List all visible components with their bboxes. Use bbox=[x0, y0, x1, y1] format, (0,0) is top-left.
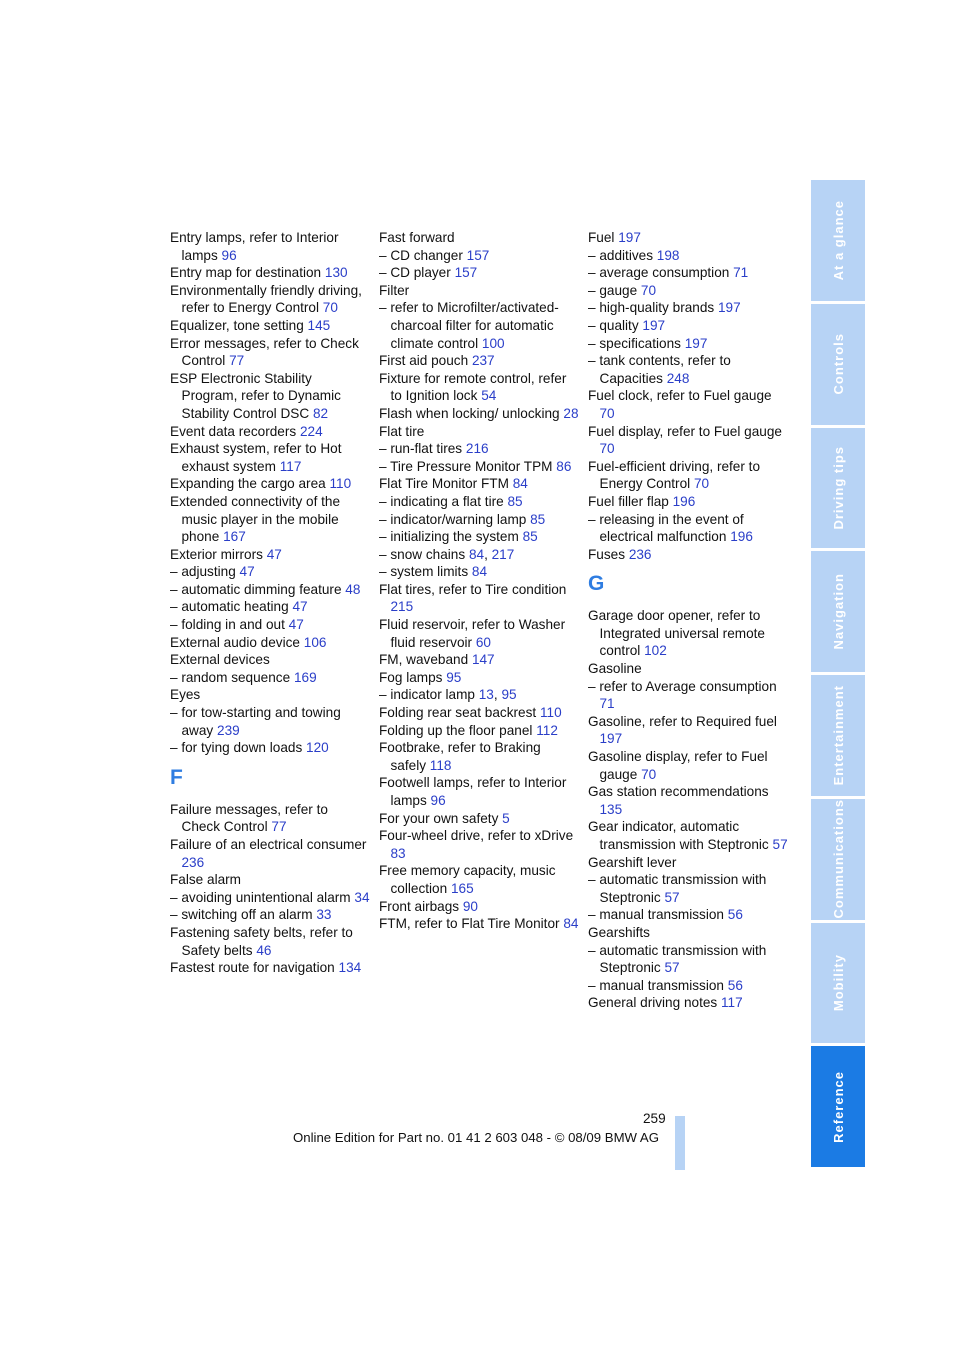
index-entry bbox=[379, 370, 579, 405]
index-entry bbox=[588, 317, 788, 335]
page-link[interactable]: 54 bbox=[481, 388, 497, 404]
entry-term: Extended connectivity of the music player in the mobile phone bbox=[170, 493, 341, 545]
page-link[interactable]: 248 bbox=[666, 370, 690, 386]
entry-term: General driving notes bbox=[588, 995, 718, 1011]
page-link[interactable]: 216 bbox=[465, 441, 489, 457]
page-link[interactable]: 197 bbox=[642, 317, 666, 333]
index-entry bbox=[170, 616, 370, 634]
page-link[interactable]: 167 bbox=[223, 529, 246, 545]
entry-term: – folding in and out bbox=[170, 617, 285, 633]
page-link[interactable]: 83 bbox=[390, 845, 406, 861]
index-entry bbox=[379, 528, 579, 546]
index-entry bbox=[588, 818, 788, 853]
index-entry bbox=[170, 563, 370, 581]
index-entry bbox=[588, 352, 788, 387]
index-entry bbox=[379, 581, 579, 616]
page-link[interactable]: 5 bbox=[502, 810, 510, 826]
page-link[interactable]: 86 bbox=[556, 458, 572, 474]
index-entry: – snow chains 84, 217 bbox=[379, 546, 515, 562]
entry-term: Flash when locking/ unlocking bbox=[379, 405, 560, 421]
entry-term: – indicator lamp bbox=[379, 687, 475, 703]
entry-term: Flat tires, refer to Tire condition bbox=[379, 581, 567, 597]
index-entry bbox=[379, 915, 579, 933]
entry-term: – automatic heating bbox=[170, 599, 289, 615]
section-tab[interactable] bbox=[811, 180, 865, 301]
index-entry bbox=[170, 475, 370, 493]
index-entry bbox=[588, 924, 788, 942]
entry-term: Flat tire bbox=[379, 423, 425, 439]
index-entry bbox=[588, 871, 788, 906]
entry-term: Fastening safety belts, refer to Safety belts bbox=[170, 924, 353, 958]
page-link[interactable]: 71 bbox=[599, 696, 615, 712]
page-link[interactable]: 100 bbox=[481, 335, 505, 351]
index-entry bbox=[170, 493, 370, 546]
page-link[interactable]: 147 bbox=[471, 652, 495, 668]
section-tab-label: Reference bbox=[830, 1070, 846, 1143]
index-entry bbox=[379, 458, 579, 476]
section-tab-label: Entertainment bbox=[830, 685, 846, 786]
page-link[interactable]: 34 bbox=[354, 889, 370, 905]
index-entry bbox=[379, 739, 579, 774]
index-column-2 bbox=[379, 229, 579, 933]
page-link[interactable]: 46 bbox=[256, 942, 272, 958]
entry-term: Entry map for destination bbox=[170, 265, 322, 281]
entry-term: – run-flat tires bbox=[379, 441, 463, 457]
entry-term: Garage door opener, refer to Integrated universal remote control bbox=[588, 608, 765, 659]
page-link[interactable]: 84 bbox=[563, 916, 579, 932]
index-entry bbox=[588, 546, 788, 564]
index-column-3 bbox=[588, 229, 788, 1012]
index-entry bbox=[170, 906, 370, 924]
section-tab-label: Driving tips bbox=[830, 446, 846, 530]
page-link[interactable]: 197 bbox=[684, 335, 708, 351]
section-tab-label: Mobility bbox=[830, 954, 846, 1012]
index-entry bbox=[379, 282, 579, 300]
page-link[interactable]: 85 bbox=[507, 493, 523, 509]
section-tab[interactable] bbox=[811, 304, 865, 425]
index-entry bbox=[379, 352, 579, 370]
entry-term: Exterior mirrors bbox=[170, 546, 263, 562]
entry-term: – initializing the system bbox=[379, 529, 519, 545]
page-link[interactable]: 77 bbox=[229, 353, 245, 369]
page-link[interactable]: 134 bbox=[338, 960, 362, 976]
index-entry bbox=[379, 704, 579, 722]
entry-term: Fluid reservoir, refer to Washer fluid reservoir bbox=[379, 617, 566, 650]
page-link[interactable]: 47 bbox=[266, 546, 282, 562]
footer-bar bbox=[675, 1116, 685, 1170]
entry-term: – system limits bbox=[379, 564, 469, 580]
page-link[interactable]: 85 bbox=[522, 529, 538, 545]
index-entry bbox=[170, 335, 370, 370]
page-link[interactable]: 84 bbox=[471, 564, 488, 580]
index-entry bbox=[588, 387, 788, 422]
page-link[interactable]: 117 bbox=[721, 995, 743, 1011]
entry-term: – Tire Pressure Monitor TPM bbox=[379, 458, 553, 474]
index-entry bbox=[170, 546, 370, 564]
entry-term: First aid pouch bbox=[379, 353, 469, 369]
index-entry bbox=[170, 836, 370, 871]
entry-term: – indicator/warning lamp bbox=[379, 511, 527, 527]
entry-term: – snow chains bbox=[379, 546, 466, 562]
index-entry bbox=[170, 669, 370, 687]
section-tab-label: At a glance bbox=[830, 200, 846, 281]
index-entry bbox=[588, 229, 788, 247]
index-entry bbox=[170, 739, 370, 757]
index-entry bbox=[170, 634, 370, 652]
entry-term: Footbrake, refer to Braking safely bbox=[379, 740, 541, 773]
page-link[interactable]: 165 bbox=[450, 880, 474, 896]
index-letter-heading: F bbox=[170, 765, 183, 789]
page-link[interactable]: 118 bbox=[429, 757, 452, 773]
page-link[interactable]: 95 bbox=[446, 669, 462, 685]
section-tabs bbox=[811, 180, 865, 1167]
page-link[interactable]: 95 bbox=[501, 687, 517, 703]
entry-term: Four-wheel drive, refer to xDrive bbox=[379, 828, 574, 844]
index-entry bbox=[379, 669, 579, 687]
index-entry bbox=[170, 317, 370, 335]
index-entry bbox=[588, 783, 788, 818]
entry-term: Eyes bbox=[170, 687, 201, 703]
index-entry bbox=[588, 335, 788, 353]
page-link[interactable]: 28 bbox=[563, 405, 579, 421]
index-entry bbox=[170, 686, 370, 704]
page-link[interactable]: 102 bbox=[644, 643, 667, 659]
entry-term: False alarm bbox=[170, 872, 242, 888]
page-link[interactable]: 169 bbox=[293, 669, 317, 685]
page-link[interactable]: 224 bbox=[299, 423, 323, 439]
entry-term: – avoiding unintentional alarm bbox=[170, 889, 351, 905]
index-entry bbox=[588, 423, 788, 458]
index-entry bbox=[588, 458, 788, 493]
entry-term: Exhaust system, refer to Hot exhaust system bbox=[170, 441, 342, 474]
index-entry bbox=[170, 370, 370, 423]
page-link[interactable]: 196 bbox=[672, 493, 696, 509]
page-link[interactable]: 197 bbox=[717, 300, 741, 316]
page-link[interactable]: 90 bbox=[462, 898, 478, 914]
index-entry bbox=[588, 607, 788, 660]
page-link[interactable]: 198 bbox=[656, 247, 680, 263]
page-link[interactable]: 47 bbox=[288, 617, 304, 633]
entry-term: – releasing in the event of electrical malfunction bbox=[588, 511, 744, 545]
entry-term: – switching off an alarm bbox=[170, 907, 313, 923]
page-link[interactable]: 117 bbox=[279, 458, 302, 474]
entry-term: Entry lamps, refer to Interior lamps bbox=[170, 230, 339, 263]
page-link[interactable]: 215 bbox=[390, 599, 414, 615]
entry-term: Gearshifts bbox=[588, 924, 650, 940]
page-link[interactable]: 60 bbox=[475, 634, 491, 650]
entry-term: – average consumption bbox=[588, 265, 730, 281]
page-link[interactable]: 70 bbox=[599, 405, 615, 421]
page-link[interactable]: 106 bbox=[303, 634, 327, 650]
entry-term: – adjusting bbox=[170, 564, 236, 580]
entry-term: – automatic dimming feature bbox=[170, 581, 342, 597]
index-entry bbox=[379, 827, 579, 862]
page-link[interactable]: 71 bbox=[733, 265, 749, 281]
page-link[interactable]: 33 bbox=[316, 907, 332, 923]
index-entry bbox=[588, 264, 788, 282]
entry-term: Free memory capacity, music collection bbox=[379, 863, 556, 896]
entry-term: Gasoline display, refer to Fuel gauge bbox=[588, 749, 768, 782]
index-entry bbox=[588, 942, 788, 977]
page-link[interactable]: 110 bbox=[329, 476, 352, 492]
entry-term: Footwell lamps, refer to Interior lamps bbox=[379, 775, 567, 808]
index-entry bbox=[170, 282, 370, 317]
entry-term: Gasoline bbox=[588, 661, 642, 677]
page-link[interactable]: 84 bbox=[468, 546, 485, 562]
entry-term: – random sequence bbox=[170, 669, 291, 685]
index-entry bbox=[588, 493, 788, 511]
entry-term: – refer to Average consumption bbox=[588, 678, 777, 694]
entry-term: Folding rear seat backrest bbox=[379, 705, 537, 721]
page-link[interactable]: 84 bbox=[512, 476, 528, 492]
entry-term: FTM, refer to Flat Tire Monitor bbox=[379, 916, 560, 932]
page-number: 259 bbox=[643, 1111, 666, 1126]
index-entry bbox=[170, 423, 370, 441]
entry-term: – manual transmission bbox=[588, 907, 724, 923]
page-link[interactable]: 96 bbox=[430, 793, 446, 808]
page-link[interactable]: 157 bbox=[454, 265, 478, 281]
page-link[interactable]: 56 bbox=[727, 977, 743, 993]
index-entry bbox=[379, 616, 579, 651]
index-entry bbox=[170, 704, 370, 739]
index-entry bbox=[588, 299, 788, 317]
page-link[interactable]: 236 bbox=[181, 854, 205, 870]
index-column-1 bbox=[170, 229, 370, 977]
page-link[interactable]: 217 bbox=[491, 546, 515, 562]
entry-term: Folding up the floor panel bbox=[379, 722, 533, 738]
entry-term: ESP Electronic Stability Program, refer to Dynamic Stability Control DSC bbox=[170, 370, 341, 421]
entry-term: FM, waveband bbox=[379, 652, 469, 668]
page-link[interactable]: 57 bbox=[664, 960, 680, 976]
section-tab[interactable] bbox=[811, 428, 865, 549]
index-entry bbox=[588, 977, 788, 995]
entry-term: – for tying down loads bbox=[170, 740, 303, 756]
entry-term: Error messages, refer to Check Control bbox=[170, 335, 359, 369]
index-entry bbox=[379, 440, 579, 458]
entry-term: Gasoline, refer to Required fuel bbox=[588, 713, 777, 729]
index-entry bbox=[379, 774, 579, 809]
page-link[interactable]: 57 bbox=[772, 837, 788, 852]
index-entry bbox=[379, 722, 579, 740]
page-link[interactable]: 145 bbox=[307, 317, 331, 333]
index-entry bbox=[588, 660, 788, 678]
page-link[interactable]: 197 bbox=[618, 230, 641, 245]
entry-term: Flat Tire Monitor FTM bbox=[379, 476, 509, 492]
entry-term: Fuel clock, refer to Fuel gauge bbox=[588, 388, 772, 404]
index-entry bbox=[170, 959, 370, 977]
entry-term: – specifications bbox=[588, 335, 681, 351]
index-entry bbox=[588, 906, 788, 924]
page-link[interactable]: 47 bbox=[239, 564, 255, 580]
section-tab[interactable] bbox=[811, 675, 865, 796]
index-entry bbox=[170, 801, 370, 836]
entry-term: Failure messages, refer to Check Control bbox=[170, 801, 328, 835]
index-entry bbox=[588, 854, 788, 872]
page-link[interactable]: 56 bbox=[727, 907, 743, 923]
index-entry bbox=[588, 994, 788, 1012]
page-link[interactable]: 120 bbox=[306, 740, 329, 756]
page-link[interactable]: 130 bbox=[324, 265, 348, 281]
page-link[interactable]: 82 bbox=[312, 405, 329, 421]
entry-term: Filter bbox=[379, 282, 410, 298]
entry-term: – automatic transmission with Steptronic bbox=[588, 942, 767, 976]
index-entry bbox=[379, 493, 579, 511]
entry-term: Fuel-efficient driving, refer to Energy Control bbox=[588, 458, 761, 492]
page-link[interactable]: 70 bbox=[322, 300, 338, 316]
page-link[interactable]: 70 bbox=[641, 766, 657, 782]
index-entry bbox=[379, 475, 579, 493]
index-entry bbox=[379, 810, 579, 828]
entry-term: Fuel display, refer to Fuel gauge bbox=[588, 423, 782, 439]
page-link[interactable]: 70 bbox=[693, 476, 710, 492]
entry-term: External audio device bbox=[170, 634, 300, 650]
page-link[interactable]: 239 bbox=[217, 722, 240, 738]
page-link[interactable]: 96 bbox=[221, 247, 237, 263]
entry-term: Fuses bbox=[588, 546, 626, 562]
page-link[interactable]: 13 bbox=[478, 687, 494, 703]
entry-term: – additives bbox=[588, 247, 653, 263]
entry-term: – manual transmission bbox=[588, 977, 724, 993]
entry-term: – tank contents, refer to Capacities bbox=[588, 353, 731, 386]
section-tab-label: Communications bbox=[830, 799, 846, 919]
index-entry bbox=[588, 282, 788, 300]
index-entry bbox=[170, 924, 370, 959]
page-link[interactable]: 237 bbox=[471, 353, 495, 369]
index-entry bbox=[170, 581, 370, 599]
index-entry bbox=[170, 871, 370, 889]
section-tab-label: Controls bbox=[830, 333, 846, 395]
entry-term: Fastest route for navigation bbox=[170, 960, 335, 976]
entry-term: Fuel filler flap bbox=[588, 493, 669, 509]
entry-term: – indicating a flat tire bbox=[379, 493, 504, 509]
entry-term: – refer to Microfilter/activated-charcoal filter for automatic climate control bbox=[379, 300, 559, 351]
index-entry bbox=[170, 264, 370, 282]
entry-term: External devices bbox=[170, 652, 270, 668]
index-entry bbox=[588, 678, 788, 713]
footer-text: Online Edition for Part no. 01 41 2 603 048 - © 08/09 BMW AG bbox=[293, 1130, 659, 1145]
index-entry bbox=[379, 423, 579, 441]
entry-term: Expanding the cargo area bbox=[170, 476, 326, 492]
index-entry bbox=[379, 862, 579, 897]
entry-term: Fuel bbox=[588, 230, 615, 245]
index-entry bbox=[170, 229, 370, 264]
index-entry bbox=[588, 247, 788, 265]
index-entry bbox=[379, 563, 579, 581]
page-link[interactable]: 85 bbox=[530, 511, 546, 527]
page-link[interactable]: 196 bbox=[730, 529, 753, 545]
entry-term: Fixture for remote control, refer to Ignition lock bbox=[379, 370, 567, 404]
section-tab[interactable] bbox=[811, 799, 865, 920]
page-link[interactable]: 47 bbox=[292, 599, 308, 615]
page-link[interactable]: 236 bbox=[628, 546, 652, 562]
index-entry bbox=[379, 229, 579, 247]
page-link[interactable]: 70 bbox=[640, 282, 657, 298]
page-link[interactable]: 70 bbox=[599, 441, 615, 457]
entry-term: Fast forward bbox=[379, 230, 455, 245]
index-entry bbox=[588, 511, 788, 546]
index-entry bbox=[588, 713, 788, 748]
index-entry bbox=[379, 299, 579, 352]
index-entry bbox=[379, 264, 579, 282]
index-entry bbox=[170, 889, 370, 907]
index-entry bbox=[170, 651, 370, 669]
entry-term: – high-quality brands bbox=[588, 300, 715, 316]
entry-term: Event data recorders bbox=[170, 423, 297, 439]
entry-term: Gearshift lever bbox=[588, 854, 677, 870]
index-entry bbox=[379, 651, 579, 669]
entry-term: Fog lamps bbox=[379, 669, 443, 685]
index-entry bbox=[588, 748, 788, 783]
index-entry bbox=[379, 247, 579, 265]
entry-term: – quality bbox=[588, 317, 639, 333]
entry-term: – CD player bbox=[379, 265, 451, 281]
entry-term: – CD changer bbox=[379, 247, 463, 263]
page-link[interactable]: 77 bbox=[271, 819, 287, 835]
page-link[interactable]: 48 bbox=[345, 581, 361, 597]
entry-term: – for tow-starting and towing away bbox=[170, 705, 341, 738]
page-link[interactable]: 135 bbox=[599, 801, 623, 817]
index-entry bbox=[379, 405, 579, 423]
entry-term: Environmentally friendly driving, refer to Energy Control bbox=[170, 282, 362, 316]
page-link[interactable]: 157 bbox=[466, 247, 490, 263]
page-link[interactable]: 197 bbox=[599, 731, 623, 747]
section-tab[interactable] bbox=[811, 1046, 865, 1167]
page-link[interactable]: 112 bbox=[536, 722, 558, 738]
page-link[interactable]: 110 bbox=[539, 705, 562, 721]
section-tab[interactable] bbox=[811, 923, 865, 1044]
entry-term: Equalizer, tone setting bbox=[170, 317, 304, 333]
index-entry bbox=[170, 440, 370, 475]
entry-term: Gear indicator, automatic transmission with Steptronic bbox=[588, 819, 769, 852]
section-tab-label: Navigation bbox=[830, 573, 846, 650]
index-entry bbox=[379, 898, 579, 916]
index-letter-heading: G bbox=[588, 572, 605, 596]
entry-term: For your own safety bbox=[379, 810, 499, 826]
page-link[interactable]: 57 bbox=[664, 889, 680, 905]
index-entry bbox=[379, 511, 579, 529]
entry-term: Front airbags bbox=[379, 898, 460, 914]
entry-term: – automatic transmission with Steptronic bbox=[588, 872, 767, 905]
index-entry bbox=[170, 598, 370, 616]
entry-term: Gas station recommendations bbox=[588, 784, 769, 800]
section-tab[interactable] bbox=[811, 551, 865, 672]
entry-term: – gauge bbox=[588, 282, 638, 298]
index-entry: – indicator lamp 13, 95 bbox=[379, 687, 517, 703]
entry-term: Failure of an electrical consumer bbox=[170, 837, 367, 852]
